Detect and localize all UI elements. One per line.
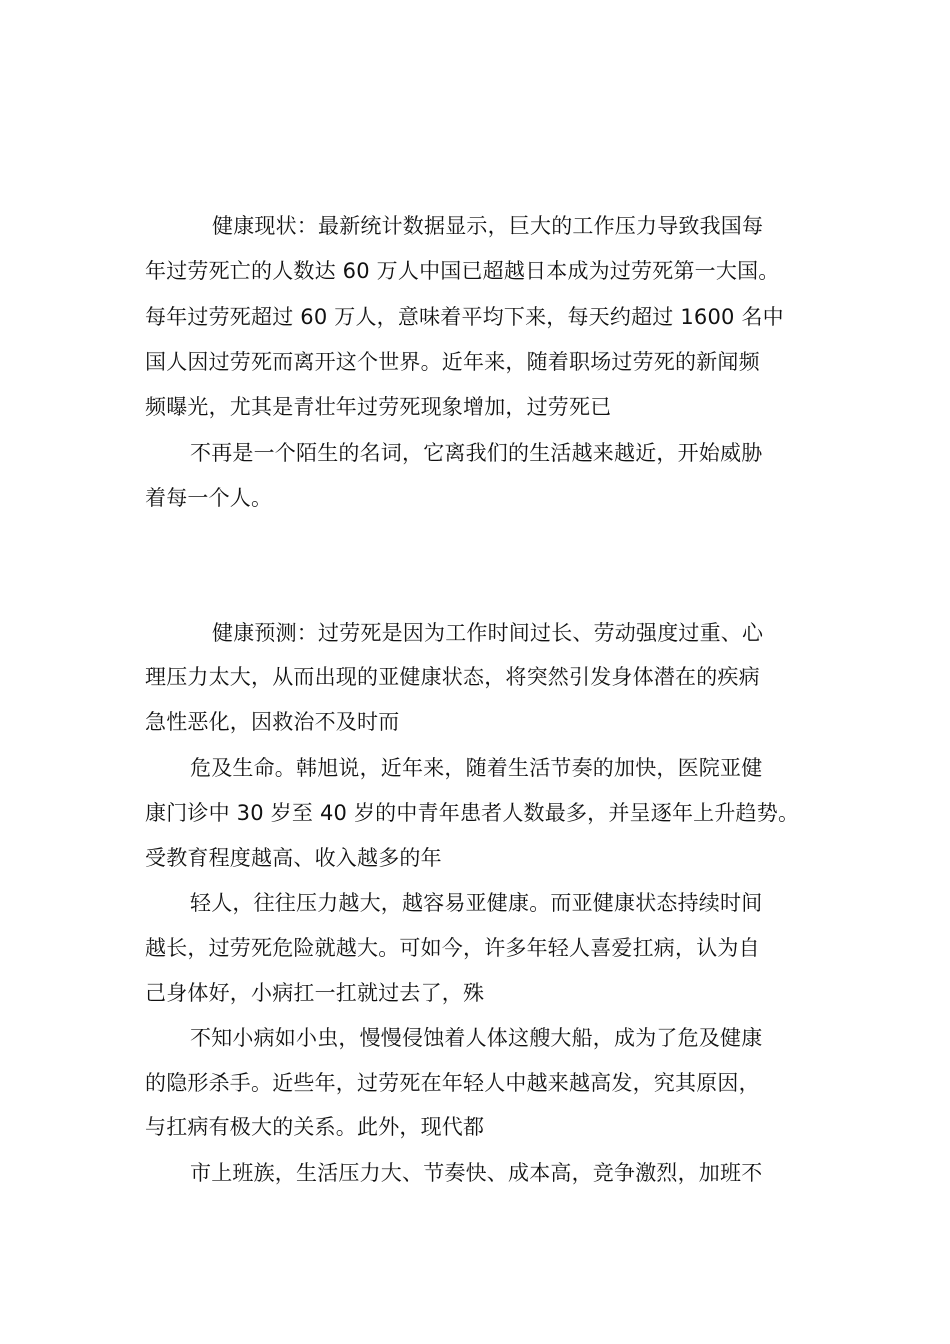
paragraph-line: 不再是一个陌生的名词，它离我们的生活越来越近，开始威胁 [190,441,763,465]
paragraph-line: 市上班族，生活压力大、节奏快、成本高，竞争激烈，加班不 [190,1161,763,1185]
paragraph-line: 不知小病如小虫，慢慢侵蚀着人体这艘大船，成为了危及健康 [190,1026,763,1050]
paragraph-line: 与扛病有极大的关系。此外，现代都 [145,1115,485,1139]
paragraph-line: 健康预测：过劳死是因为工作时间过长、劳动强度过重、心 [212,621,764,645]
paragraph-line: 每年过劳死超过 60 万人，意味着平均下来，每天约超过 1600 名中 [145,305,784,329]
paragraph-line: 理压力太大，从而出现的亚健康状态，将突然引发身体潜在的疾病 [145,665,760,689]
paragraph-line: 己身体好，小病扛一扛就过去了，殊 [145,981,485,1005]
paragraph-line: 的隐形杀手。近些年，过劳死在年轻人中越来越高发，究其原因， [145,1071,760,1095]
paragraph-line: 频曝光，尤其是青壮年过劳死现象增加，过劳死已 [145,395,612,419]
paragraph-line: 国人因过劳死而离开这个世界。近年来，随着职场过劳死的新闻频 [145,350,760,374]
paragraph-line: 着每一个人。 [145,486,273,510]
paragraph-line: 健康现状：最新统计数据显示，巨大的工作压力导致我国每 [212,214,764,238]
paragraph-line: 危及生命。韩旭说，近年来，随着生活节奏的加快，医院亚健 [190,756,763,780]
paragraph-line: 年过劳死亡的人数达 60 万人中国已超越日本成为过劳死第一大国。 [145,259,780,283]
paragraph-line: 轻人，往往压力越大，越容易亚健康。而亚健康状态持续时间 [190,891,763,915]
paragraph-line: 康门诊中 30 岁至 40 岁的中青年患者人数最多，并呈逐年上升趋势。 [145,801,800,825]
paragraph-line: 急性恶化，因救治不及时而 [145,710,400,734]
paragraph-line: 受教育程度越高、收入越多的年 [145,846,442,870]
paragraph-line: 越长，过劳死危险就越大。可如今，许多年轻人喜爱扛病，认为自 [145,936,760,960]
